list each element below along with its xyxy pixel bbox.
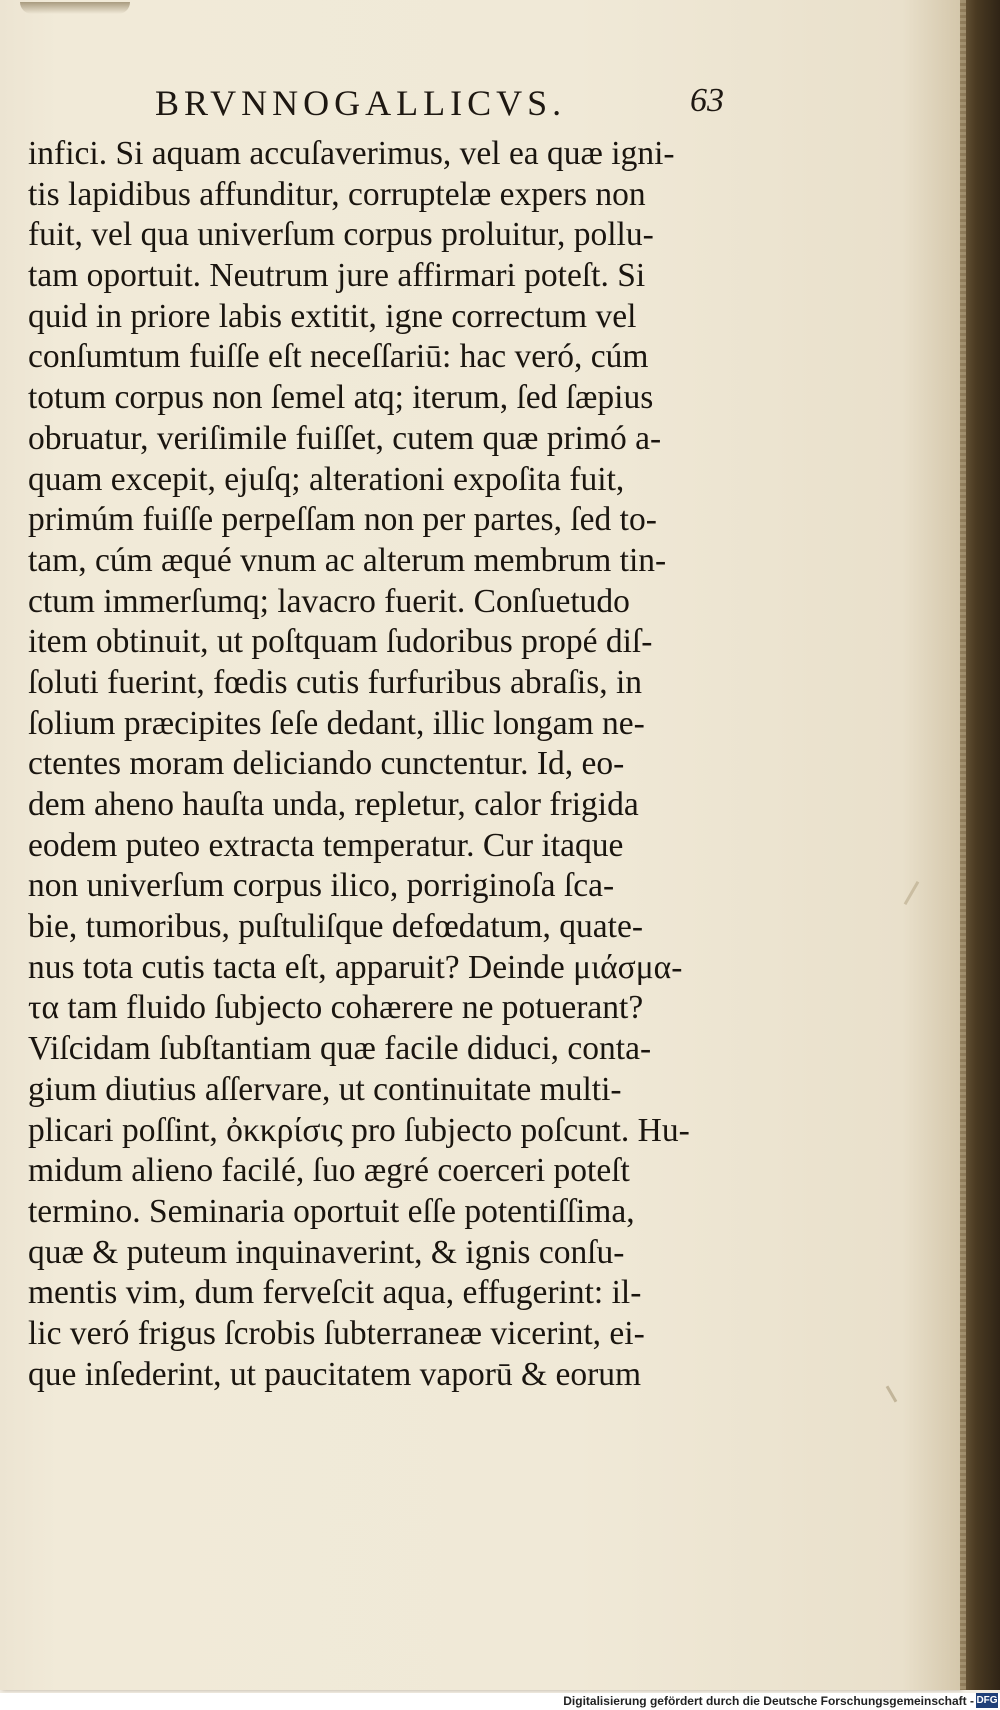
body-text — [28, 134, 728, 1395]
text-line: nus tota cutis tacta eſt, apparuit? Deinde μιάσμα- — [28, 948, 683, 986]
text-line: tam, cúm æqué vnum ac alterum membrum tin- — [28, 541, 667, 579]
text-line: quæ & puteum inquinaverint, & ignis conſu- — [28, 1233, 625, 1271]
text-line: mentis vim, dum ferveſcit aqua, effugerint: il- — [28, 1274, 642, 1312]
text-line: conſumtum fuiſſe eſt neceſſariū: hac veró, cúm — [28, 338, 649, 376]
text-line: midum alieno facilé, ſuo ægré coerceri poteſt — [28, 1152, 630, 1190]
text-line: que inſederint, ut paucitatem vaporū & eorum — [28, 1355, 642, 1393]
text-line: Viſcidam ſubſtantiam quæ facile diduci, conta- — [28, 1030, 652, 1068]
text-line: ſolium præcipites ſeſe dedant, illic longam ne- — [28, 704, 645, 742]
text-line: totum corpus non ſemel atq; iterum, ſed ſæpius — [28, 379, 654, 417]
text-line: dem aheno hauſta unda, repletur, calor frigida — [28, 786, 639, 823]
page-header — [0, 82, 960, 128]
text-line: tam oportuit. Neutrum jure affirmari poteſt. Si — [28, 257, 646, 295]
text-line: termino. Seminaria oportuit eſſe potentiſſima, — [28, 1192, 635, 1230]
text-line: quid in priore labis extitit, igne correctum vel — [28, 297, 637, 335]
text-line: non univerſum corpus ilico, porriginoſa ſca- — [28, 867, 615, 905]
text-line: quam excepit, ejuſq; alterationi expoſita fuit, — [28, 460, 625, 498]
binding-mark — [20, 2, 130, 14]
text-line: ctum immerſumq; lavacro fuerit. Conſuetudo — [28, 582, 630, 620]
text-line: lic veró frigus ſcrobis ſubterraneæ vicerint, ei- — [28, 1314, 645, 1352]
text-line: plicari poſſint, ὀκκρίσις pro ſubjecto poſcunt. Hu- — [28, 1111, 690, 1149]
text-line: gium diutius aſſervare, ut continuitate multi- — [28, 1070, 622, 1108]
text-line: tis lapidibus affunditur, corruptelæ expers non — [28, 175, 646, 213]
text-line: fuit, vel qua univerſum corpus proluitur, pollu- — [28, 216, 654, 254]
dfg-logo: DFG — [976, 1695, 998, 1706]
page-edge — [960, 0, 1000, 1690]
text-line: primúm fuiſſe perpeſſam non per partes, ſed to- — [28, 501, 657, 539]
text-line: obruatur, veriſimile fuiſſet, cutem quæ primó a- — [28, 419, 662, 457]
text-line: τα tam fluido ſubjecto cohærere ne potuerant? — [28, 989, 644, 1027]
digitization-credit: Digitalisierung gefördert durch die Deutsche Forschungsgemeinschaft - — [563, 1694, 974, 1708]
text-line: ctentes moram deliciando cunctentur. Id, eo- — [28, 745, 625, 783]
text-line: infici. Si aquam accuſaverimus, vel ea quæ igni- — [28, 135, 675, 172]
text-line: bie, tumoribus, puſtuliſque defœdatum, quate- — [28, 908, 643, 946]
text-line: eodem puteo extracta temperatur. Cur itaque — [28, 826, 624, 864]
text-line: ſoluti fuerint, fœdis cutis furfuribus abraſis, in — [28, 663, 643, 701]
text-line: item obtinuit, ut poſtquam ſudoribus propé diſ- — [28, 623, 653, 661]
page-number: 63 — [690, 82, 724, 119]
running-title: BRVNNOGALLICVS. — [155, 83, 567, 123]
